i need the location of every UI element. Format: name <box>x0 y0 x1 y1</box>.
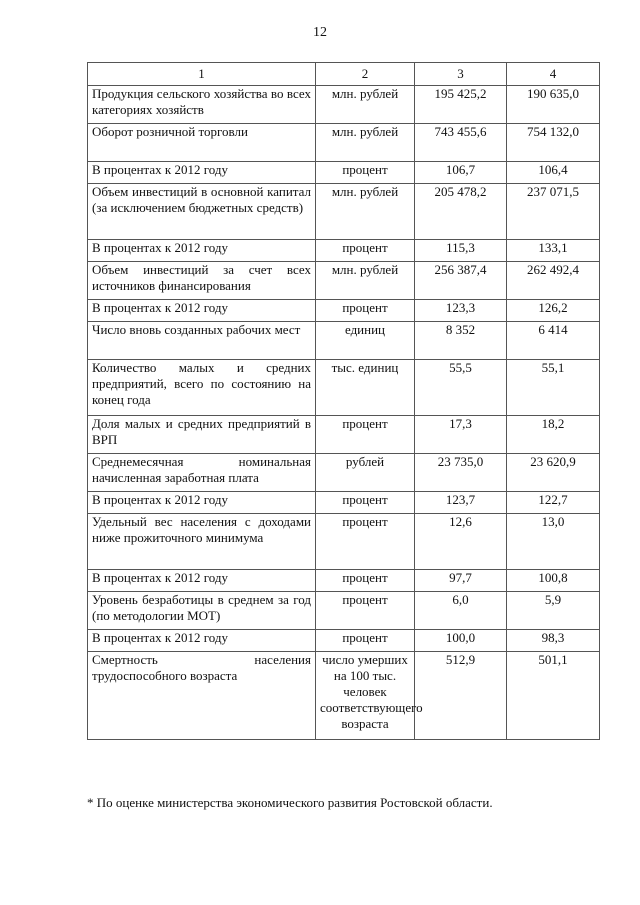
indicator-cell: Удельный вес населения с доходами ниже прожиточного минимума <box>88 514 316 570</box>
value-2013-cell: 17,3 <box>415 416 507 454</box>
unit-cell: процент <box>316 300 415 322</box>
table-row <box>88 184 600 240</box>
unit-cell: тыс. единиц <box>316 360 415 416</box>
table-row <box>88 300 600 322</box>
unit-cell: млн. рублей <box>316 184 415 240</box>
value-2014-cell: 23 620,9 <box>507 454 600 492</box>
indicator-cell: В процентах к 2012 году <box>88 630 316 652</box>
value-2014-cell: 6 414 <box>507 322 600 360</box>
table-row <box>88 454 600 492</box>
value-2014-cell: 754 132,0 <box>507 124 600 162</box>
unit-cell: процент <box>316 416 415 454</box>
value-2014-cell: 106,4 <box>507 162 600 184</box>
footnote: * По оценке министерства экономического развития Ростовской области. <box>87 795 493 810</box>
table-row <box>88 124 600 162</box>
value-2014-cell: 190 635,0 <box>507 86 600 124</box>
table-row <box>88 652 600 740</box>
column-header: 4 <box>507 63 600 86</box>
table-row <box>88 630 600 652</box>
table-row <box>88 322 600 360</box>
value-2014-cell: 501,1 <box>507 652 600 740</box>
unit-cell: процент <box>316 240 415 262</box>
table-header-row <box>88 63 600 86</box>
unit-cell: число умерших на 100 тыс. человек соответствующего возраста <box>316 652 415 740</box>
value-2014-cell: 13,0 <box>507 514 600 570</box>
table-row <box>88 162 600 184</box>
indicator-cell: Среднемесячная номинальная начисленная заработная плата <box>88 454 316 492</box>
value-2014-cell: 126,2 <box>507 300 600 322</box>
unit-cell: млн. рублей <box>316 262 415 300</box>
value-2013-cell: 256 387,4 <box>415 262 507 300</box>
value-2014-cell: 5,9 <box>507 592 600 630</box>
indicator-cell: Оборот розничной торговли <box>88 124 316 162</box>
table-row <box>88 492 600 514</box>
value-2013-cell: 12,6 <box>415 514 507 570</box>
unit-cell: процент <box>316 514 415 570</box>
unit-cell: процент <box>316 570 415 592</box>
value-2013-cell: 8 352 <box>415 322 507 360</box>
indicator-cell: Число вновь созданных рабочих мест <box>88 322 316 360</box>
value-2013-cell: 743 455,6 <box>415 124 507 162</box>
unit-cell: процент <box>316 630 415 652</box>
value-2014-cell: 133,1 <box>507 240 600 262</box>
table-row <box>88 570 600 592</box>
indicator-cell: Объем инвестиций за счет всех источников финансирования <box>88 262 316 300</box>
table-row <box>88 262 600 300</box>
table-row <box>88 416 600 454</box>
value-2014-cell: 98,3 <box>507 630 600 652</box>
indicator-cell: В процентах к 2012 году <box>88 492 316 514</box>
value-2014-cell: 100,8 <box>507 570 600 592</box>
unit-cell: процент <box>316 492 415 514</box>
table-row <box>88 360 600 416</box>
table-row <box>88 240 600 262</box>
indicator-cell: В процентах к 2012 году <box>88 240 316 262</box>
value-2013-cell: 205 478,2 <box>415 184 507 240</box>
table-body <box>88 86 600 740</box>
value-2013-cell: 115,3 <box>415 240 507 262</box>
indicator-cell: В процентах к 2012 году <box>88 570 316 592</box>
indicators-table <box>87 62 600 740</box>
value-2013-cell: 195 425,2 <box>415 86 507 124</box>
indicator-cell: Продукция сельского хозяйства во всех категориях хозяйств <box>88 86 316 124</box>
value-2014-cell: 237 071,5 <box>507 184 600 240</box>
value-2013-cell: 106,7 <box>415 162 507 184</box>
table-row <box>88 86 600 124</box>
indicator-cell: Доля малых и средних предприятий в ВРП <box>88 416 316 454</box>
value-2014-cell: 262 492,4 <box>507 262 600 300</box>
value-2013-cell: 512,9 <box>415 652 507 740</box>
unit-cell: процент <box>316 162 415 184</box>
column-header: 1 <box>88 63 316 86</box>
unit-cell: единиц <box>316 322 415 360</box>
value-2013-cell: 123,7 <box>415 492 507 514</box>
indicator-cell: Уровень безработицы в среднем за год (по методологии МОТ) <box>88 592 316 630</box>
unit-cell: процент <box>316 592 415 630</box>
value-2013-cell: 23 735,0 <box>415 454 507 492</box>
unit-cell: млн. рублей <box>316 86 415 124</box>
value-2014-cell: 55,1 <box>507 360 600 416</box>
table-row <box>88 514 600 570</box>
table-row <box>88 592 600 630</box>
unit-cell: млн. рублей <box>316 124 415 162</box>
value-2013-cell: 6,0 <box>415 592 507 630</box>
indicator-cell: В процентах к 2012 году <box>88 300 316 322</box>
value-2013-cell: 55,5 <box>415 360 507 416</box>
indicator-cell: Смертность населения трудоспособного возраста <box>88 652 316 740</box>
page-number: 12 <box>313 25 327 40</box>
indicator-cell: Объем инвестиций в основной капитал (за исключением бюджетных средств) <box>88 184 316 240</box>
column-header: 2 <box>316 63 415 86</box>
value-2013-cell: 100,0 <box>415 630 507 652</box>
column-header: 3 <box>415 63 507 86</box>
value-2013-cell: 97,7 <box>415 570 507 592</box>
value-2014-cell: 122,7 <box>507 492 600 514</box>
indicator-cell: Количество малых и средних предприятий, всего по состоянию на конец года <box>88 360 316 416</box>
unit-cell: рублей <box>316 454 415 492</box>
value-2014-cell: 18,2 <box>507 416 600 454</box>
indicator-cell: В процентах к 2012 году <box>88 162 316 184</box>
value-2013-cell: 123,3 <box>415 300 507 322</box>
